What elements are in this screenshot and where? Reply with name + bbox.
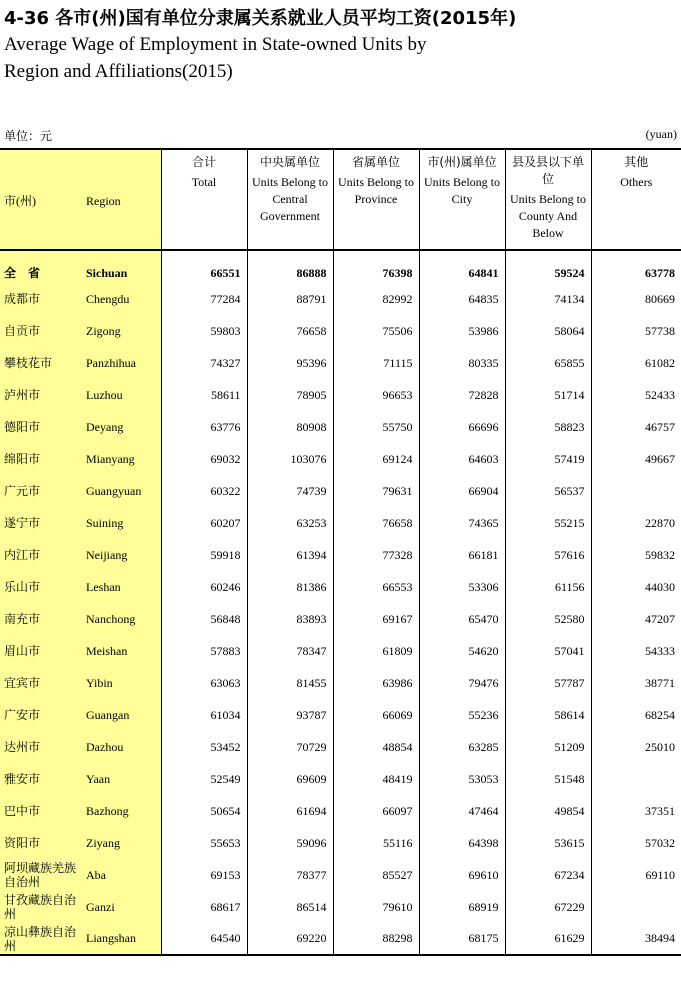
- row-value: 51714: [505, 379, 591, 411]
- header-label-en: Total: [191, 175, 217, 189]
- row-value: 74739: [247, 475, 333, 507]
- row-value: 63253: [247, 507, 333, 539]
- row-value: 76398: [333, 250, 419, 283]
- header-label-cn: 省属单位: [351, 155, 400, 169]
- row-value: 68175: [419, 923, 505, 955]
- table-row: [0, 411, 681, 443]
- row-region-en: Bazhong: [82, 795, 161, 827]
- table-title-en-line1: Average Wage of Employment in State-owned Units by: [4, 34, 427, 55]
- table-row: [0, 507, 681, 539]
- row-value: 81386: [247, 571, 333, 603]
- table-row: [0, 827, 681, 859]
- row-value: 48419: [333, 763, 419, 795]
- row-value: 63776: [161, 411, 247, 443]
- row-value: 67234: [505, 859, 591, 891]
- row-value: 103076: [247, 443, 333, 475]
- row-value: 79631: [333, 475, 419, 507]
- row-value: 71115: [333, 347, 419, 379]
- row-city-cn: 甘孜藏族自治州: [0, 891, 82, 923]
- header-region-en: Region: [82, 149, 161, 250]
- row-value: 77284: [161, 283, 247, 315]
- row-city-cn: 宜宾市: [0, 667, 82, 699]
- row-value: 69167: [333, 603, 419, 635]
- row-value: 69110: [591, 859, 681, 891]
- row-value: 80335: [419, 347, 505, 379]
- row-value: 55215: [505, 507, 591, 539]
- row-region-en: Guangyuan: [82, 475, 161, 507]
- table-row: [0, 635, 681, 667]
- row-value: 77328: [333, 539, 419, 571]
- row-value: 57419: [505, 443, 591, 475]
- row-value: 63986: [333, 667, 419, 699]
- row-region-en: Deyang: [82, 411, 161, 443]
- row-value: 55116: [333, 827, 419, 859]
- table-row: [0, 731, 681, 763]
- row-value: 66069: [333, 699, 419, 731]
- table-row: [0, 923, 681, 955]
- row-value: 47207: [591, 603, 681, 635]
- unit-label-en: (yuan): [645, 127, 677, 141]
- row-value: 51209: [505, 731, 591, 763]
- row-city-cn: 广安市: [0, 699, 82, 731]
- row-value: 61156: [505, 571, 591, 603]
- row-value: 86514: [247, 891, 333, 923]
- row-value: 60322: [161, 475, 247, 507]
- row-value: 85527: [333, 859, 419, 891]
- row-value: 38771: [591, 667, 681, 699]
- row-region-en: Dazhou: [82, 731, 161, 763]
- row-value: 76658: [247, 315, 333, 347]
- row-value: 44030: [591, 571, 681, 603]
- row-city-cn: 成都市: [0, 283, 82, 315]
- row-value: 93787: [247, 699, 333, 731]
- row-value: 67229: [505, 891, 591, 923]
- table-body: [0, 250, 681, 955]
- row-value: 88791: [247, 283, 333, 315]
- row-value: 63285: [419, 731, 505, 763]
- row-region-en: Ganzi: [82, 891, 161, 923]
- table-row: [0, 667, 681, 699]
- row-value: 63778: [591, 250, 681, 283]
- row-value: 56537: [505, 475, 591, 507]
- row-value: 53306: [419, 571, 505, 603]
- row-city-cn: 南充市: [0, 603, 82, 635]
- row-city-cn: 阿坝藏族羌族自治州: [0, 859, 82, 891]
- header-central: [247, 149, 333, 250]
- row-value: 55750: [333, 411, 419, 443]
- row-value: 46757: [591, 411, 681, 443]
- row-value: [591, 763, 681, 795]
- row-value: 51548: [505, 763, 591, 795]
- row-value: 65855: [505, 347, 591, 379]
- row-region-en: Zigong: [82, 315, 161, 347]
- row-value: 55236: [419, 699, 505, 731]
- row-value: 82992: [333, 283, 419, 315]
- row-city-cn: 全 省: [0, 250, 82, 283]
- row-value: 53986: [419, 315, 505, 347]
- row-city-cn: 资阳市: [0, 827, 82, 859]
- row-city-cn: 雅安市: [0, 763, 82, 795]
- row-value: 70729: [247, 731, 333, 763]
- row-city-cn: 乐山市: [0, 571, 82, 603]
- table-row: [0, 379, 681, 411]
- row-value: 83893: [247, 603, 333, 635]
- row-value: 57041: [505, 635, 591, 667]
- row-city-cn: 德阳市: [0, 411, 82, 443]
- row-value: 58611: [161, 379, 247, 411]
- header-city-cn: 市(州): [0, 149, 82, 250]
- header-row: [0, 149, 681, 250]
- table-row: [0, 283, 681, 315]
- row-value: 38494: [591, 923, 681, 955]
- row-value: 52433: [591, 379, 681, 411]
- row-value: 66181: [419, 539, 505, 571]
- table-row: [0, 763, 681, 795]
- table-row: [0, 699, 681, 731]
- header-label-en: Units Belong to Central Government: [251, 175, 328, 223]
- row-value: 68254: [591, 699, 681, 731]
- row-value: 52580: [505, 603, 591, 635]
- row-region-en: Liangshan: [82, 923, 161, 955]
- row-value: 64841: [419, 250, 505, 283]
- row-city-cn: 攀枝花市: [0, 347, 82, 379]
- header-label-en: Units Belong to County And Below: [509, 192, 586, 240]
- row-region-en: Panzhihua: [82, 347, 161, 379]
- table-row: [0, 347, 681, 379]
- row-region-en: Chengdu: [82, 283, 161, 315]
- row-value: 59524: [505, 250, 591, 283]
- row-value: 65470: [419, 603, 505, 635]
- header-label-en: Units Belong to Province: [337, 175, 414, 206]
- row-value: 58823: [505, 411, 591, 443]
- row-value: 52549: [161, 763, 247, 795]
- row-value: 79610: [333, 891, 419, 923]
- row-value: 64603: [419, 443, 505, 475]
- table-row: [0, 859, 681, 891]
- row-value: 69124: [333, 443, 419, 475]
- row-region-en: Suining: [82, 507, 161, 539]
- row-value: [591, 891, 681, 923]
- row-city-cn: 绵阳市: [0, 443, 82, 475]
- row-value: 76658: [333, 507, 419, 539]
- row-value: 61629: [505, 923, 591, 955]
- row-region-en: Neijiang: [82, 539, 161, 571]
- table-row: [0, 891, 681, 923]
- row-value: 75506: [333, 315, 419, 347]
- row-region-en: Mianyang: [82, 443, 161, 475]
- table-row: [0, 539, 681, 571]
- row-value: 57738: [591, 315, 681, 347]
- row-value: 25010: [591, 731, 681, 763]
- row-value: 50654: [161, 795, 247, 827]
- header-label-cn: 合计: [191, 155, 216, 169]
- row-value: 63063: [161, 667, 247, 699]
- row-city-cn: 内江市: [0, 539, 82, 571]
- row-value: 48854: [333, 731, 419, 763]
- row-value: 56848: [161, 603, 247, 635]
- header-total: [161, 149, 247, 250]
- header-label-en: Units Belong to City: [423, 175, 500, 206]
- row-value: 22870: [591, 507, 681, 539]
- row-value: 37351: [591, 795, 681, 827]
- table-title-en-line2: Region and Affiliations(2015): [4, 61, 233, 82]
- row-value: 78905: [247, 379, 333, 411]
- header-province: [333, 149, 419, 250]
- row-value: 66553: [333, 571, 419, 603]
- row-value: [591, 475, 681, 507]
- row-city-cn: 自贡市: [0, 315, 82, 347]
- table-row: [0, 795, 681, 827]
- row-value: 58614: [505, 699, 591, 731]
- row-value: 59803: [161, 315, 247, 347]
- row-value: 69220: [247, 923, 333, 955]
- row-value: 55653: [161, 827, 247, 859]
- row-value: 58064: [505, 315, 591, 347]
- header-label-cn: 县及县以下单位: [511, 155, 584, 186]
- row-value: 49667: [591, 443, 681, 475]
- row-value: 54620: [419, 635, 505, 667]
- header-label-en: Others: [620, 175, 653, 189]
- row-value: 59096: [247, 827, 333, 859]
- row-value: 53615: [505, 827, 591, 859]
- row-value: 59832: [591, 539, 681, 571]
- row-value: 64835: [419, 283, 505, 315]
- table-row: [0, 475, 681, 507]
- row-value: 68617: [161, 891, 247, 923]
- row-value: 66097: [333, 795, 419, 827]
- header-label-cn: 市(州)属单位: [427, 155, 497, 169]
- row-city-cn: 凉山彝族自治州: [0, 923, 82, 955]
- row-region-en: Leshan: [82, 571, 161, 603]
- row-value: 57787: [505, 667, 591, 699]
- table-title-cn: 4-36 各市(州)国有单位分隶属关系就业人员平均工资(2015年): [4, 8, 517, 29]
- row-value: 66904: [419, 475, 505, 507]
- row-value: 96653: [333, 379, 419, 411]
- row-value: 79476: [419, 667, 505, 699]
- row-value: 80908: [247, 411, 333, 443]
- row-value: 69153: [161, 859, 247, 891]
- row-value: 69032: [161, 443, 247, 475]
- row-region-en: Nanchong: [82, 603, 161, 635]
- row-value: 78377: [247, 859, 333, 891]
- row-value: 86888: [247, 250, 333, 283]
- row-value: 53053: [419, 763, 505, 795]
- row-value: 61394: [247, 539, 333, 571]
- row-value: 74365: [419, 507, 505, 539]
- row-value: 68919: [419, 891, 505, 923]
- row-region-en: Sichuan: [82, 250, 161, 283]
- row-city-cn: 广元市: [0, 475, 82, 507]
- table-row: [0, 315, 681, 347]
- header-others: [591, 149, 681, 250]
- row-value: 95396: [247, 347, 333, 379]
- row-value: 61809: [333, 635, 419, 667]
- row-value: 88298: [333, 923, 419, 955]
- row-city-cn: 遂宁市: [0, 507, 82, 539]
- row-city-cn: 眉山市: [0, 635, 82, 667]
- row-value: 80669: [591, 283, 681, 315]
- row-value: 69610: [419, 859, 505, 891]
- row-value: 66551: [161, 250, 247, 283]
- row-value: 57032: [591, 827, 681, 859]
- row-value: 57616: [505, 539, 591, 571]
- table-row: [0, 443, 681, 475]
- row-value: 47464: [419, 795, 505, 827]
- row-value: 64540: [161, 923, 247, 955]
- header-label-cn: 其他: [624, 155, 649, 169]
- header-city: [419, 149, 505, 250]
- row-value: 64398: [419, 827, 505, 859]
- row-value: 59918: [161, 539, 247, 571]
- row-value: 54333: [591, 635, 681, 667]
- row-value: 49854: [505, 795, 591, 827]
- row-value: 61694: [247, 795, 333, 827]
- row-region-en: Yibin: [82, 667, 161, 699]
- row-value: 81455: [247, 667, 333, 699]
- row-region-en: Meishan: [82, 635, 161, 667]
- row-city-cn: 巴中市: [0, 795, 82, 827]
- row-value: 53452: [161, 731, 247, 763]
- row-region-en: Ziyang: [82, 827, 161, 859]
- row-value: 60207: [161, 507, 247, 539]
- row-value: 61034: [161, 699, 247, 731]
- row-value: 72828: [419, 379, 505, 411]
- header-label-cn: 中央属单位: [259, 155, 320, 169]
- row-value: 74134: [505, 283, 591, 315]
- row-city-cn: 达州市: [0, 731, 82, 763]
- row-region-en: Luzhou: [82, 379, 161, 411]
- row-value: 78347: [247, 635, 333, 667]
- row-region-en: Aba: [82, 859, 161, 891]
- table-row: [0, 603, 681, 635]
- unit-label-cn: 单位：元: [4, 129, 53, 143]
- row-value: 57883: [161, 635, 247, 667]
- table-row: [0, 571, 681, 603]
- row-value: 66696: [419, 411, 505, 443]
- row-value: 69609: [247, 763, 333, 795]
- row-value: 60246: [161, 571, 247, 603]
- row-city-cn: 泸州市: [0, 379, 82, 411]
- row-region-en: Guangan: [82, 699, 161, 731]
- row-region-en: Yaan: [82, 763, 161, 795]
- table-row: [0, 250, 681, 283]
- row-value: 74327: [161, 347, 247, 379]
- row-value: 61082: [591, 347, 681, 379]
- header-county: [505, 149, 591, 250]
- wage-table: [0, 148, 681, 956]
